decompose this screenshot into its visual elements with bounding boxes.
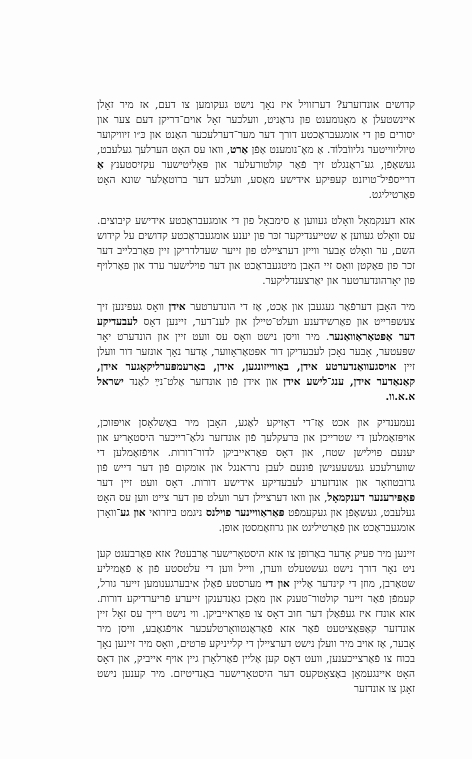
- text-run: ניגמט ביזרואי: [145, 507, 206, 519]
- text-run: מיר האָבן דערפֿאַר געגעבן און אַכט, אַז די הונדערטער: [185, 301, 416, 313]
- bold-text-run: און גע־: [116, 507, 146, 519]
- paragraph: [97, 416, 415, 536]
- text-run: , און וואו דערציילן דער וועלט פון דער צייט ווען עס האָט געלעבט, געשאַפֿן און געקעמפֿט: [97, 492, 415, 519]
- text-run: אזא דענקמאָל וואָלט געווען אַ סימבאָל פון די אומגעבראַכטע אידישע קיבוצים. עס וואָלט געווען אַ שטייענדיקער זכּר פון יענע אומגעבראַכטע קדושים על קידוש השם, ער וואָלט אָבער ווייזן דערציילט פון זייער שעדלדריקן זיין פאַרבלייב דער זכר פון פאַקטן וואָס זיי האָבן מיטגעבראַכט און דער פוילישער ערד און פאַרלויף פון יאָרהונדערטער און יאַרצענדליקער.: [97, 215, 415, 287]
- text-run: , וואו עס האָט הערלעך געלעבט, געשאַפֿן, גע־ראַנגלט זיך פֿאַר קולטורעלער און פּאָליטישער עקזיסטענץ: [97, 144, 415, 171]
- text-run: און אידן פֿון אונדזער אַלט־נײַ לאַנד: [123, 376, 284, 388]
- bold-text-run: אידן: [168, 301, 186, 313]
- text-run: וואָס געפינען זיך צעשפּרייט און פאַרשידענע וועלט־טיילן און לענ־דער, זיינען דאָס: [97, 301, 415, 328]
- yiddish-text-body: [97, 98, 415, 708]
- paragraph: [97, 214, 415, 289]
- bold-text-run: ישראל א.א.וו.: [97, 376, 415, 403]
- text-run: מערסטע פֿאַלן איבערגענומען זייער גורל, קעמפֿן פֿאַר זייער קולטור־טענק און מאַכן גאַנדענקן זייערע פֿריערדיקע דורות. אזא אונדז איז געפֿאַלן דער חוב דאָס צו פאַראייביקן. ווי נישט רייך עס זאָל זיין אונדזער קאַפּאַציטעט פֿאַר אזא פֿאַראַנטוואָרטלעכער אויפֿגאַבע, וויסן מיר אָבער, אַז אויב מיר וועלן נישט דערציילן די קלייניקע פּרטים, וואָס מיר זיינען נאָך בכוח צו פֿאַרצייכענען, וועט דאָס קען אַליין פֿאַרלאָרן גיין אויף אייביק, און דאָס האָט איינגעמאָן באַצאָטקעס דער היסטאָרישער באַנדיטיזם. מיר קענען נישט זאָגן צו אונדזער: [97, 578, 415, 695]
- paragraph: [97, 98, 415, 203]
- paragraph: [97, 300, 415, 405]
- bold-text-run: אויסגעוואַנדערטע אידן, באַווייזונגען, אידן, באַרעמפּערליקאָגער אידן, קאַנאַדער אידן, ענג־לישע אידן: [97, 361, 416, 388]
- bold-text-run: אַ: [97, 159, 104, 171]
- bold-text-run: אַרט: [230, 144, 249, 156]
- bold-text-run: און די: [265, 578, 290, 590]
- text-run: וואָרן אומגעבראַכט און פֿאַרטיליגט און גרוזאַמסטן אופן.: [97, 507, 415, 534]
- text-run: קדושים אונדזערע? דערזוויל איז נאָך נישט געקומען צו דעם, אז מיר זאָלן איינשטעלן אַ מאָנומענט פון גראַניט, וועלכער זאָל אוים־דריקן דעם צער און יסורים פון די אומגעבראַכטע דורך דער מער־דערלעכער האַנט און כּ״ו זיוויקוער טיוליווייטער גליווֹבלוֹד. אַ מאָ־נומענט אַפֿן: [97, 99, 415, 156]
- text-run: זיינען מיר פעיק אָדער באַרופן צו אזא היסטאָרישער אַרבעט? אזא פאַרבעגט קען ניט נאָר דורך נישט געשטעלט ווערן, ווייל ווען די עלטסטע פֿון אַ פֿאַמיליע שטאַרבן, מוזן די קינדער אַליין: [97, 548, 415, 590]
- paragraph: [97, 547, 415, 697]
- text-run: נעמענדיק און אכט אַז־די דאָזיקע לאַגע, האָבן מיר באַשלאָסן אויפּזוכן, אויפּזאַמלען די שטרייכן און בּרעקלעך פֿון אונדזער גלאַ־רייכער היסטאָריע און יענעם פוילישן שטח, און דאָס פאַראייביקן לדור־דורות. אויפֿזאַמלען די שווערלעכע געשעענישן פֿונעם לעבן נרראנגל און אומקום פֿון דער דייש פֿון גרובטוזאָר און אונדזערע לעבעדיקע אידישע דורות. דאָס וועט זיין דער: [97, 417, 415, 489]
- text-run: דרייספֿיל־טויזנט קעפּיקע אידישע מאַסע, וועלכע דער ברוטאַלער שונא האָט פאַרטיליגט.: [97, 174, 415, 201]
- bold-text-run: פּאַראַוויינער פוילנס: [206, 507, 285, 519]
- bold-text-run: פּאַפּירענער דענקמאָל: [327, 492, 415, 504]
- text-run: . מיר וויסן נישט וואָס עס וועט זיין און הונדערט יאָר שפּעטער, אָבער נאָכן לעבעדיקן דור אפּטאַראָווער, אַדער נאָך אונזער דור וועלן זיין: [97, 331, 415, 373]
- bold-text-run: לעבעדיקע דער אַפּטאַראַוואַנער: [97, 316, 415, 343]
